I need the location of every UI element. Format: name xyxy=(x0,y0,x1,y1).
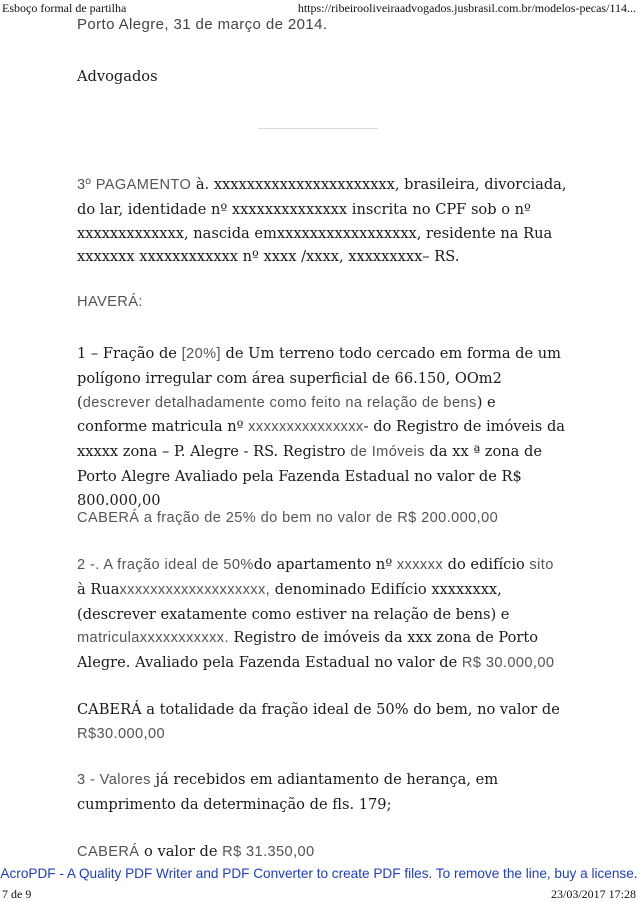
date-line: Porto Alegre, 31 de março de 2014. xyxy=(77,16,328,33)
item2-number: xxxxxx xyxy=(396,557,444,573)
pagamento-heading: 3º PAGAMENTO xyxy=(77,177,192,193)
item3-heading: 3 - Valores xyxy=(77,772,151,788)
acropdf-watermark-banner: AcroPDF - A Quality PDF Writer and PDF Converter to create PDF files. To remove the line, buy a license. xyxy=(0,866,638,881)
item-1-paragraph xyxy=(77,342,567,513)
item2-matricula: matriculaxxxxxxxxxxx. xyxy=(77,630,229,647)
item1-text-g: - do Registro de imóveis da xxxxx zona – P. Alegre - RS. Registro xyxy=(77,418,565,461)
item2-text-f: à Rua xyxy=(77,580,120,598)
item2-text-d: do edifício xyxy=(443,556,530,573)
cabera2-valor: R$30.000,00 xyxy=(77,725,165,742)
item1-text-i: da xx ª zona de Porto Alegre Avaliado pela Fazenda Estadual no valor de R$ 800.000,00 xyxy=(77,443,542,509)
item2-text-b: do apartamento nº xyxy=(253,556,397,573)
item1-text-e: ) e conforme matricula nº xyxy=(77,393,496,436)
cabera3-text: o valor de xyxy=(139,843,223,860)
item2-valor: R$ 30.000,00 xyxy=(461,655,555,672)
item3-text: já recebidos em adiantamento de herança, em cumprimento da determinação de fls. 179; xyxy=(77,771,499,813)
cabera-2 xyxy=(77,698,567,747)
item-3-paragraph xyxy=(77,768,567,817)
cabera3-heading: CABERÁ xyxy=(77,844,140,860)
print-header-title: Esboço formal de partilha xyxy=(2,1,127,15)
print-header-url: https://ribeirooliveiraadvogados.jusbrasil.com.br/modelos-pecas/114... xyxy=(297,1,636,15)
item-2-paragraph xyxy=(77,553,567,676)
cabera-3 xyxy=(77,840,567,865)
item1-note: descrever detalhadamente como feito na relação de bens xyxy=(82,394,477,411)
pagamento-text: à. xxxxxxxxxxxxxxxxxxxxxx, brasileira, divorciada, do lar, identidade nº xxxxxxxxxxxxxx inscrita no CPF sob o nº xxxxxxxxxxxxx, nascida emxxxxxxxxxxxxxxxxx, residente na Rua xxxxxxx xxxxxxxxxxxx nº xxxx /xxxx, xxxxxxxxx– RS. xyxy=(77,176,567,266)
signature-advogados: Advogados xyxy=(77,68,158,85)
separator-line xyxy=(258,128,378,129)
paragraph-3-pagamento xyxy=(77,173,567,269)
item2-text-j: Registro de imóveis da xxx zona de Porto Alegre. Avaliado pela Fazenda Estadual no valor de xyxy=(77,629,539,672)
print-footer xyxy=(0,886,638,902)
cabera-1: CABERÁ a fração de 25% do bem no valor de R$ 200.000,00 xyxy=(77,510,499,526)
item2-text-a: 2 -. A fração ideal de 50% xyxy=(77,557,254,573)
item1-text-a: 1 – Fração de xyxy=(77,345,182,362)
cabera2-text: CABERÁ a totalidade da fração ideal de 50% do bem, no valor de xyxy=(77,701,560,718)
item1-text-c: de Um terreno todo cercado em forma de um polígono irregular com área superficial de 66.150, OOm2 ( xyxy=(77,345,562,411)
item1-matricula: xxxxxxxxxxxxxxx xyxy=(248,419,364,436)
print-timestamp: 23/03/2017 17:28 xyxy=(550,887,636,901)
item1-percent: [20%] xyxy=(181,346,221,362)
item1-imoveis: de Imóveis xyxy=(350,444,425,461)
item2-text-h: denominado Edifício xxxxxxxx, (descrever exatamente como estiver na relação de bens) e xyxy=(77,580,510,623)
item2-sito: sito xyxy=(529,557,554,573)
cabera3-valor: R$ 31.350,00 xyxy=(222,844,315,860)
page-number: 7 de 9 xyxy=(2,887,32,901)
item2-rua: xxxxxxxxxxxxxxxxxxx, xyxy=(119,581,271,598)
havera-heading: HAVERÁ: xyxy=(77,294,143,310)
